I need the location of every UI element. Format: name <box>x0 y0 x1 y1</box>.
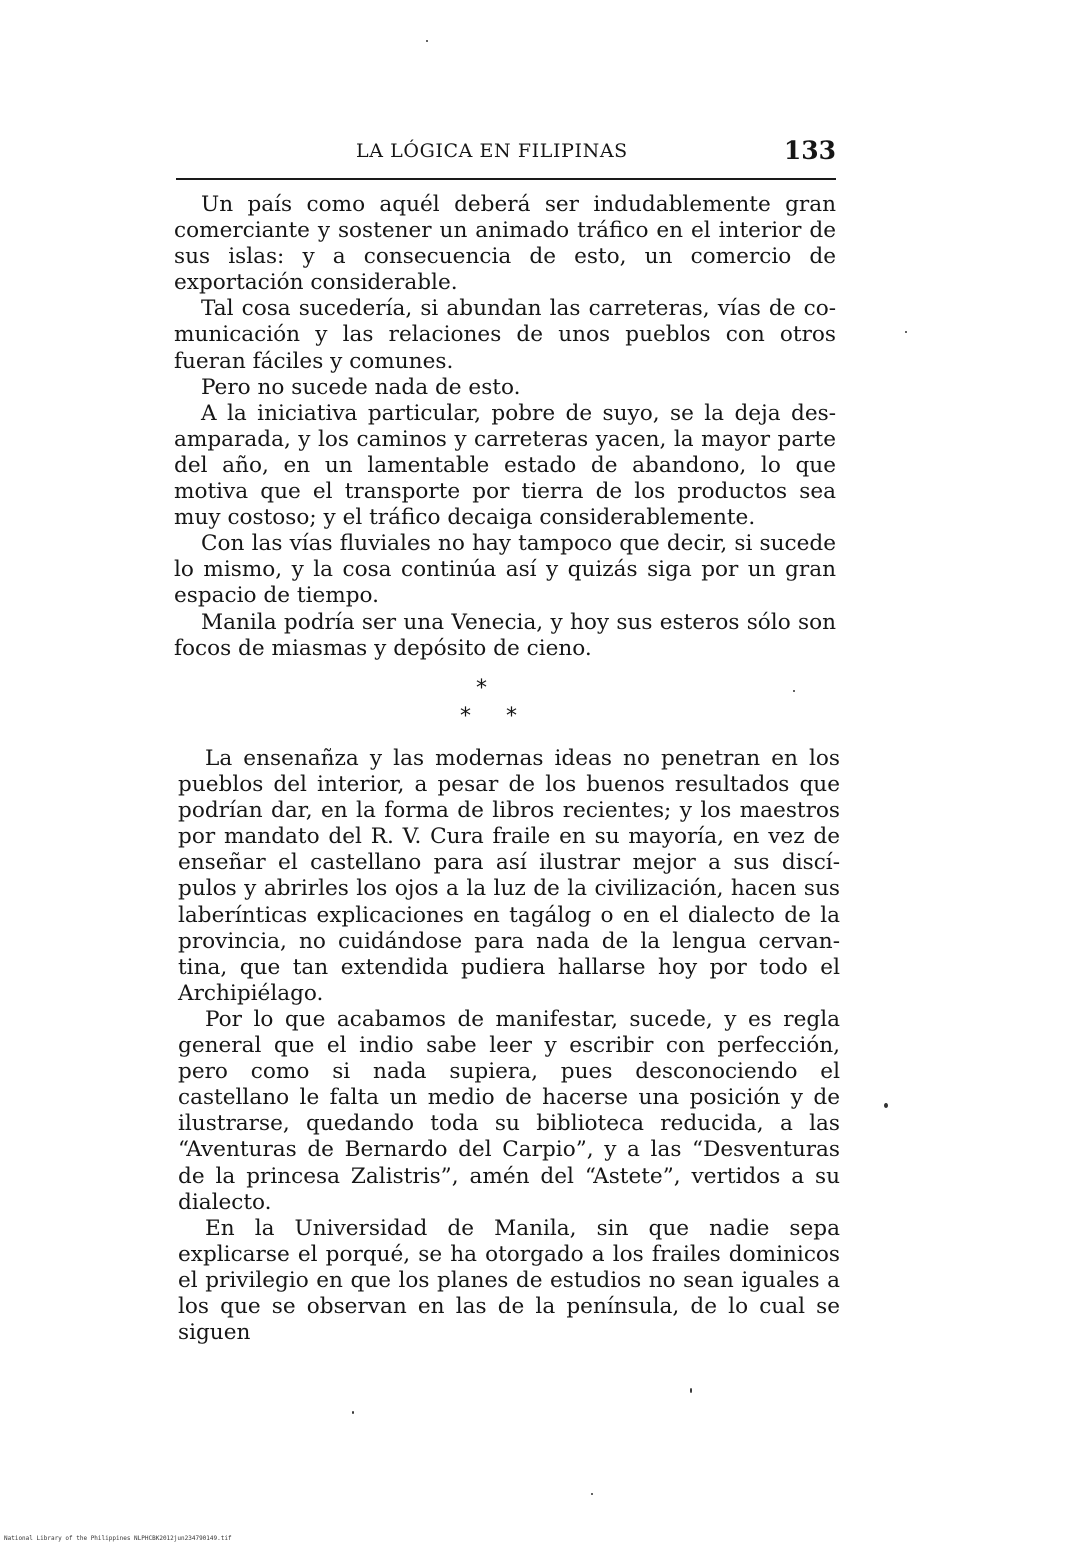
scan-speck <box>690 1388 692 1393</box>
section-asterism <box>420 676 580 736</box>
paragraph: Por lo que acabamos de manifestar, sucede, y es regla general que el indio sabe leer y escribir con perfección, pero como si nada supiera, pues desconociendo el castellano le falta un medio de hacerse una posición y de ilustrarse, quedando toda su biblioteca reducida, a las “Aventuras de Bernardo del Carpio”, y a las “Desventuras de la princesa Zalistris”, amén del “Astete”, vertidos a su dialecto. <box>178 1006 840 1215</box>
page-number: 133 <box>783 136 836 165</box>
paragraph: Pero no sucede nada de esto. <box>201 374 521 400</box>
paragraph: Con las vías fluviales no hay tampoco que decir, si sucede lo mismo, y la cosa continúa así y quizás siga por un gran espacio de tiempo. <box>174 531 836 609</box>
scan-credit: National Library of the Philippines NLPHCBK2012jun234790149.tif <box>4 1535 232 1542</box>
text-block-bottom <box>178 746 840 1346</box>
paragraph: Manila podría ser una Venecia, y hoy sus esteros sólo son focos de miasmas y depósito de cieno. <box>174 609 836 661</box>
scan-speck <box>426 40 428 42</box>
paragraph: Tal cosa sucedería, si abundan las carreteras, vías de comunicación y las relaciones de unos pueblos con otros fueran fáciles y comunes. <box>174 296 836 374</box>
scan-speck <box>884 1103 888 1108</box>
running-title: LA LÓGICA EN FILIPINAS <box>356 140 628 162</box>
page-header <box>176 134 836 180</box>
paragraph: En la Universidad de Manila, sin que nadie sepa explicarse el porqué, se ha otorgado a los frailes dominicos el privilegio en que los planes de estudios no sean iguales a los que se observan en las de la península, de lo cual se siguen <box>178 1215 840 1346</box>
asterism-star-left: * <box>460 704 471 729</box>
paragraph: La ensenañza y las modernas ideas no penetran en los pueblos del interior, a pesar de los buenos resultados que podrían dar, en la forma de libros recientes; y los maestros por mandato del R. V. Cura fraile en su mayoría, en vez de enseñar el castellano para así ilustrar mejor a sus discípulos y abrirles los ojos a la luz de la civilización, hacen sus laberínticas explicaciones en tagálog o en el dialecto de la provincia, no cuidándose para nada de la lengua cervantina, que tan extendida pudiera hallarse hoy por todo el Archipiélago. <box>178 746 840 1006</box>
scan-speck <box>905 331 907 333</box>
text-block-top <box>174 192 836 662</box>
asterism-star-top: * <box>476 676 487 701</box>
scan-speck <box>793 690 795 692</box>
scan-speck <box>352 1411 354 1414</box>
scan-speck <box>591 1493 593 1495</box>
paragraph: Un país como aquél deberá ser indudablemente gran comerciante y sostener un animado tráfico en el interior de sus islas: y a consecuencia de esto, un comercio de exportación considerable. <box>174 192 836 296</box>
asterism-star-right: * <box>506 704 517 729</box>
paragraph: A la iniciativa particular, pobre de suyo, se la deja desamparada, y los caminos y carreteras yacen, la mayor parte del año, en un lamentable estado de abandono, lo que motiva que el transporte por tierra de los productos sea muy costoso; y el tráfico decaiga considerablemente. <box>174 400 836 531</box>
